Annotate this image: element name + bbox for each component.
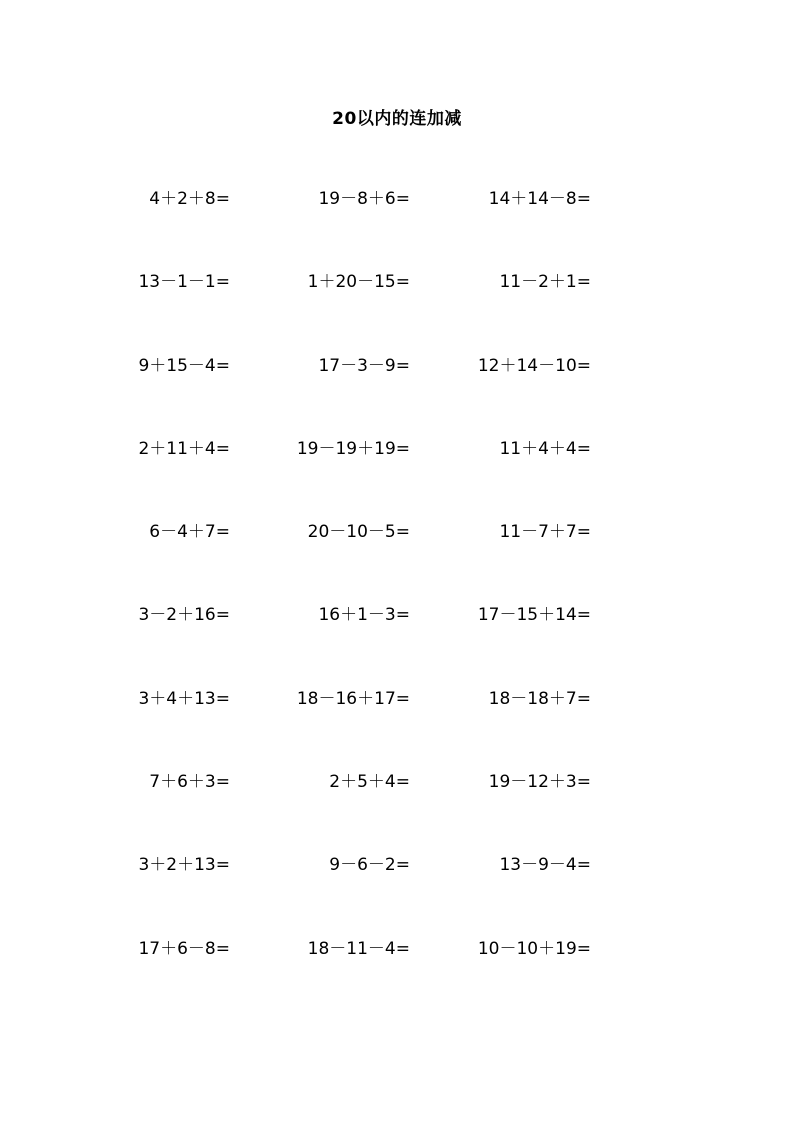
problem-item: 18－18＋7= <box>488 688 591 709</box>
problem-item: 17＋6－8= <box>138 938 230 959</box>
problem-row <box>0 601 794 684</box>
problem-item: 2＋5＋4= <box>329 772 410 793</box>
problem-item: 1＋20－15= <box>307 272 410 293</box>
problem-row <box>0 185 794 268</box>
problem-item: 14＋14－8= <box>488 189 591 209</box>
problem-item: 7＋6＋3= <box>149 772 230 793</box>
problem-row <box>0 352 794 435</box>
problem-item: 11＋4＋4= <box>499 438 591 459</box>
problem-item: 18－11－4= <box>307 938 410 959</box>
problem-row <box>0 851 794 934</box>
problem-item: 4＋2＋8= <box>149 189 230 209</box>
problem-item: 9＋15－4= <box>138 355 230 376</box>
problem-row <box>0 768 794 851</box>
problem-row <box>0 518 794 601</box>
problem-item: 17－15＋14= <box>477 605 591 626</box>
problem-item: 11－2＋1= <box>499 272 591 293</box>
problem-item: 16＋1－3= <box>318 605 410 626</box>
problem-item: 11－7＋7= <box>499 522 591 543</box>
problem-item: 12＋14－10= <box>477 355 591 376</box>
problem-row <box>0 268 794 351</box>
problem-row <box>0 685 794 768</box>
problem-item: 19－12＋3= <box>488 772 591 793</box>
problem-grid <box>0 185 794 1018</box>
problem-row <box>0 435 794 518</box>
problem-item: 13－9－4= <box>499 855 591 876</box>
problem-item: 19－8＋6= <box>318 189 410 209</box>
problem-item: 3－2＋16= <box>138 605 230 626</box>
problem-item: 2＋11＋4= <box>138 438 230 459</box>
problem-item: 6－4＋7= <box>149 522 230 543</box>
problem-item: 18－16＋17= <box>296 688 410 709</box>
problem-item: 3＋4＋13= <box>138 688 230 709</box>
problem-item: 9－6－2= <box>329 855 410 876</box>
page-title: 20以内的连加减 <box>332 109 462 129</box>
problem-item: 13－1－1= <box>138 272 230 293</box>
problem-item: 17－3－9= <box>318 355 410 376</box>
problem-item: 19－19＋19= <box>296 438 410 459</box>
problem-item: 10－10＋19= <box>477 938 591 959</box>
problem-item: 3＋2＋13= <box>138 855 230 876</box>
problem-item: 20－10－5= <box>307 522 410 543</box>
problem-row <box>0 935 794 1018</box>
